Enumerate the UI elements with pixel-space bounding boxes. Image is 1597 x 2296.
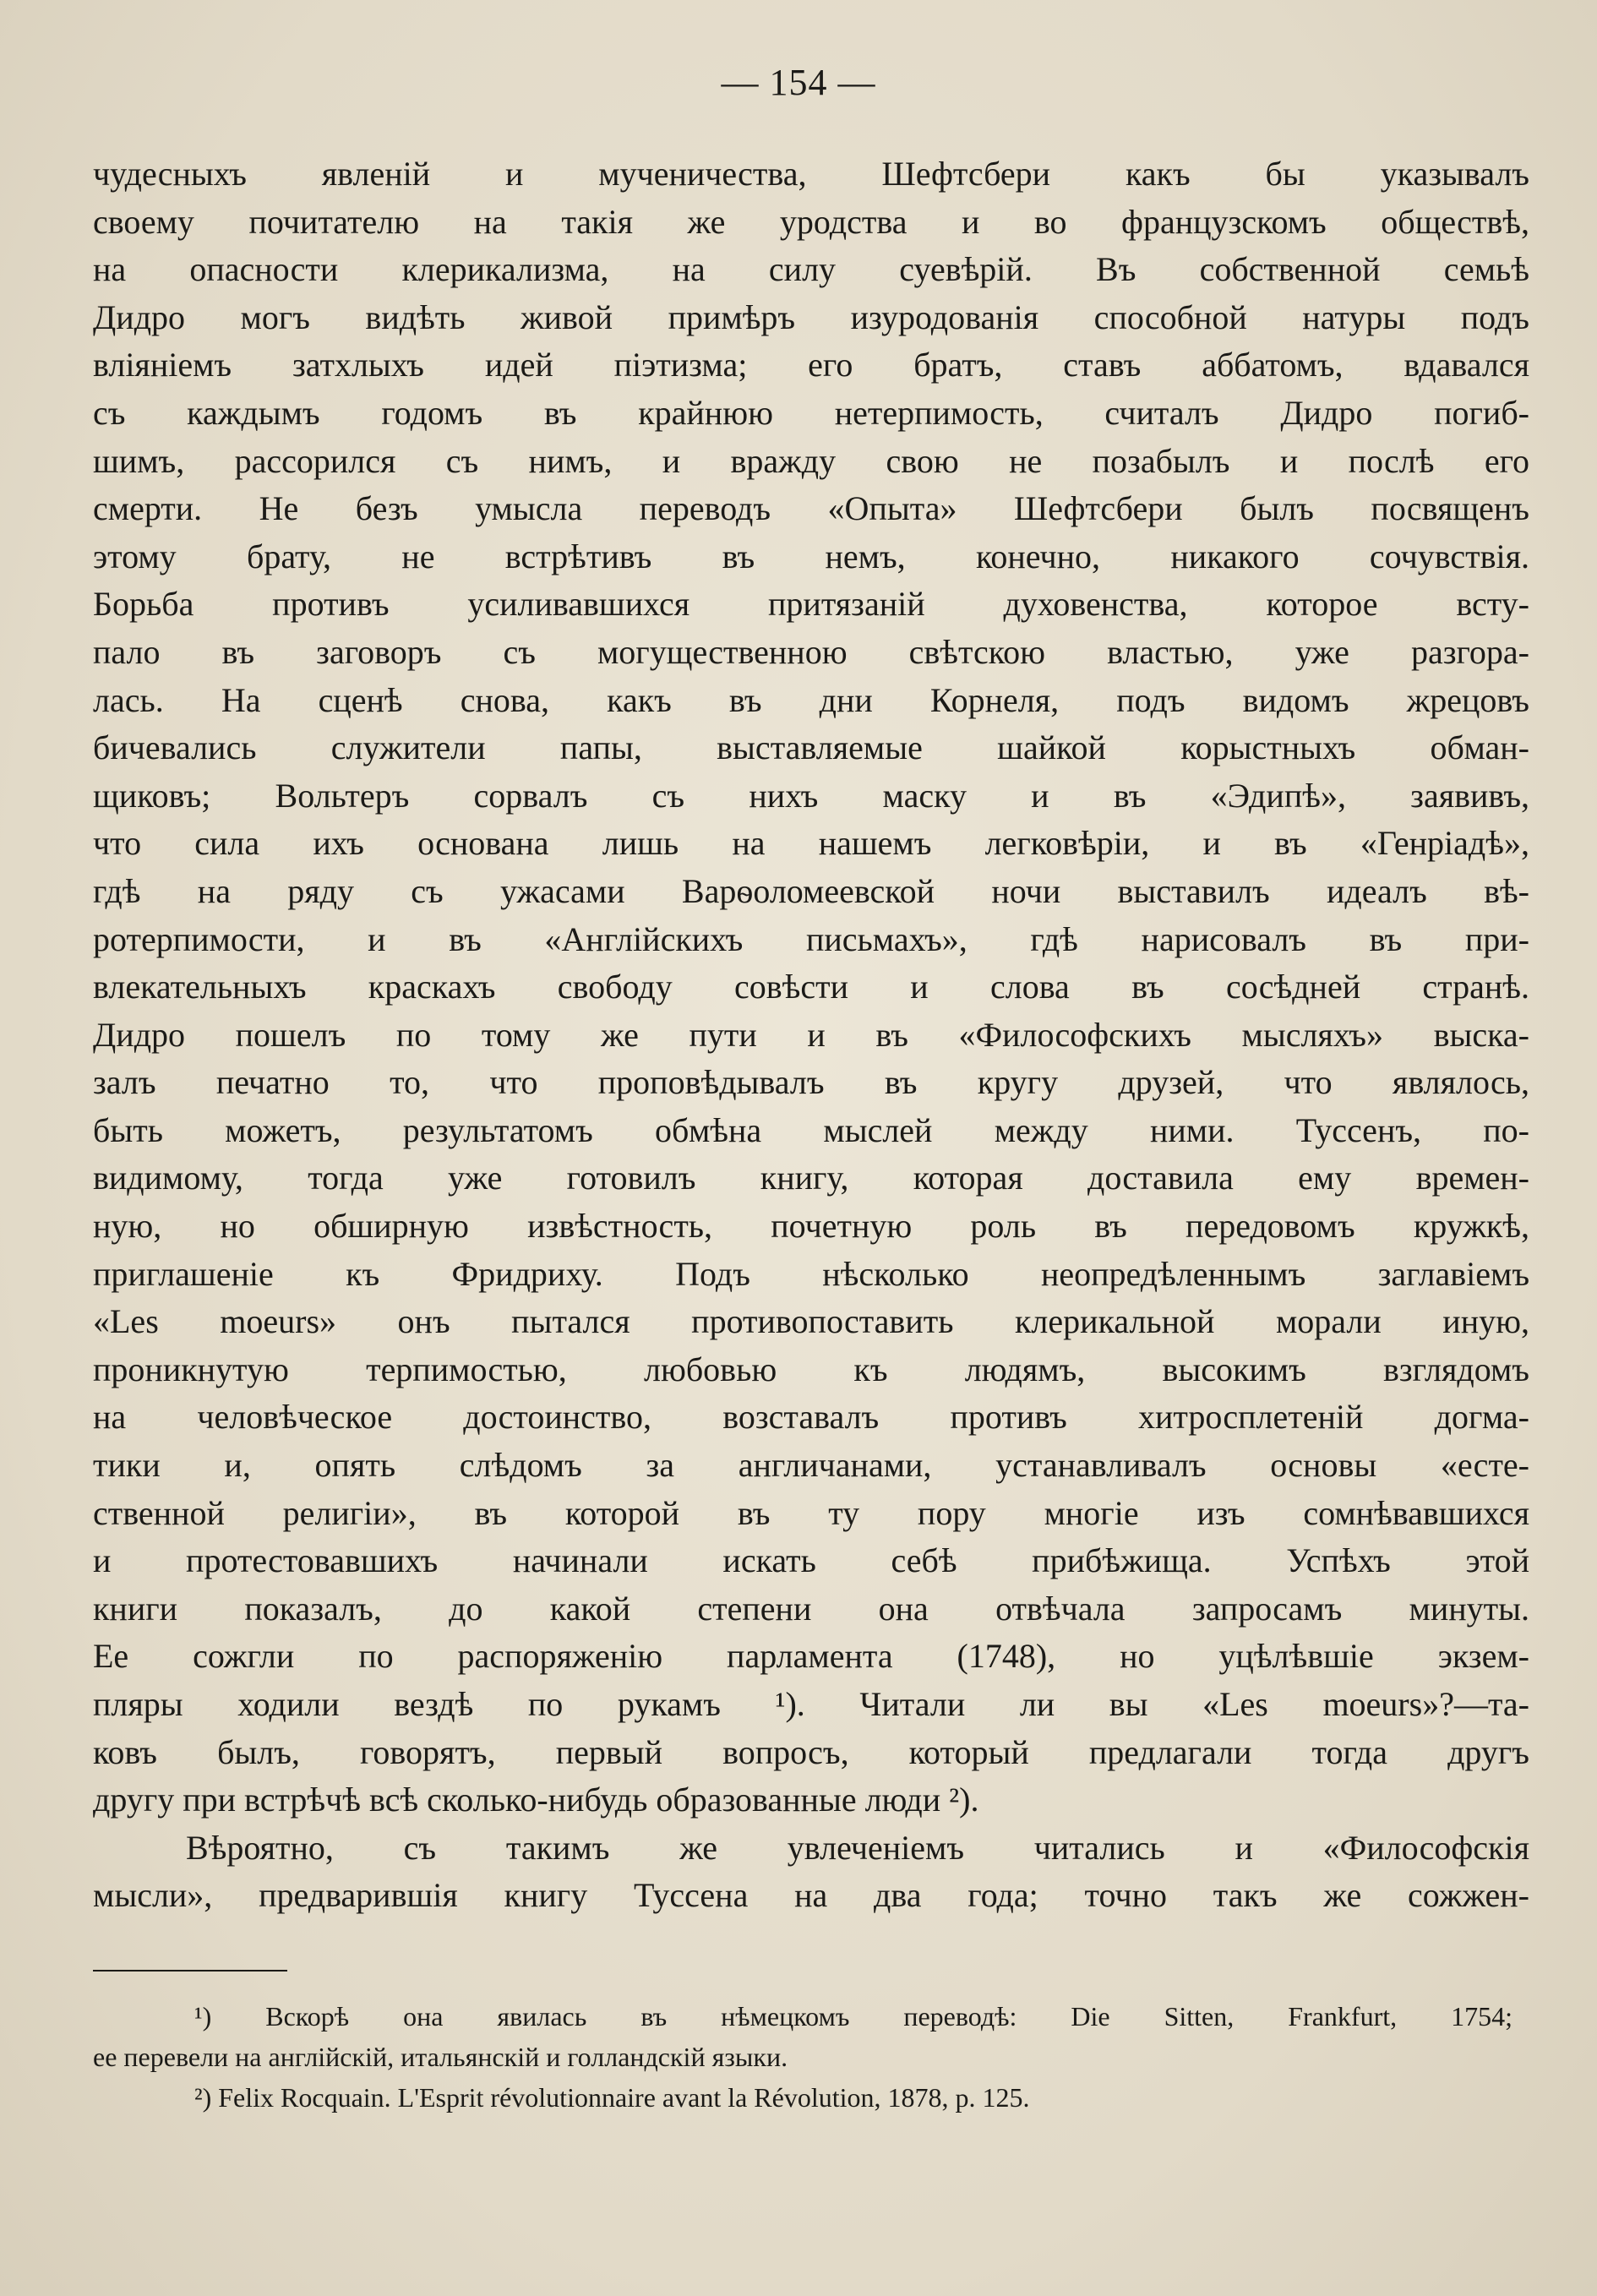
text-line: гдѣ на ряду съ ужасами Варѳоломеевской ночи выставилъ идеалъ вѣ- xyxy=(93,871,1529,910)
text-line: съ каждымъ годомъ въ крайнюю нетерпимость, считалъ Дидро погиб- xyxy=(93,393,1529,432)
footnote-2: ²) Felix Rocquain. L'Esprit révolutionnaire avant la Révolution, 1878, p. 125. xyxy=(194,2082,1030,2113)
text-line: ную, но обширную извѣстность, почетную роль въ передовомъ кружкѣ, xyxy=(93,1207,1529,1246)
text-line: мысли», предварившія книгу Туссена на два года; точно такъ же сожжен- xyxy=(93,1876,1529,1915)
text-line: книги показалъ, до какой степени она отвѣчала запросамъ минуты. xyxy=(93,1589,1529,1628)
text-line: что сила ихъ основана лишь на нашемъ легковѣріи, и въ «Генріадѣ», xyxy=(93,824,1529,863)
text-line: приглашеніе къ Фридриху. Подъ нѣсколько неопредѣленнымъ заглавіемъ xyxy=(93,1254,1529,1293)
page-number: — 154 — xyxy=(721,62,876,103)
text-line: ственной религіи», въ которой въ ту пору многіе изъ сомнѣвавшихся xyxy=(93,1493,1529,1532)
text-line: чудесныхъ явленій и мученичества, Шефтсбери какъ бы указывалъ xyxy=(93,155,1529,193)
text-line: на опасности клерикализма, на силу суевѣрій. Въ собственной семьѣ xyxy=(93,250,1529,289)
text-line: Дидро могъ видѣть живой примѣръ изуродованія способной натуры подъ xyxy=(93,297,1529,336)
text-line: на человѣческое достоинство, возставалъ противъ хитросплетеній догма- xyxy=(93,1398,1529,1437)
text-line: этому брату, не встрѣтивъ въ немъ, конечно, никакого сочувствія. xyxy=(93,537,1529,575)
text-line: Вѣроятно, съ такимъ же увлеченіемъ читались и «Философскія xyxy=(186,1828,1529,1867)
text-line: и протестовавшихъ начинали искать себѣ прибѣжища. Успѣхъ этой xyxy=(93,1541,1529,1580)
text-line: залъ печатно то, что проповѣдывалъ въ кругу друзей, что являлось, xyxy=(93,1063,1529,1102)
text-line: влекательныхъ краскахъ свободу совѣсти и слова въ сосѣдней странѣ. xyxy=(93,968,1529,1006)
text-line: «Les moeurs» онъ пытался противопоставить клерикальной морали иную, xyxy=(93,1302,1529,1341)
text-line: проникнутую терпимостью, любовью къ людямъ, высокимъ взглядомъ xyxy=(93,1350,1529,1388)
text-line: Борьба противъ усиливавшихся притязаній духовенства, которое всту- xyxy=(93,585,1529,624)
text-line: пало въ заговоръ съ могущественною свѣтскою властью, уже разгора- xyxy=(93,632,1529,671)
text-line: шимъ, рассорился съ нимъ, и вражду свою не позабылъ и послѣ его xyxy=(93,441,1529,480)
text-line: щиковъ; Вольтеръ сорвалъ съ нихъ маску и въ «Эдипѣ», заявивъ, xyxy=(93,776,1529,815)
text-line: Дидро пошелъ по тому же пути и въ «Философскихъ мысляхъ» выска- xyxy=(93,1015,1529,1054)
text-line: ковъ былъ, говорятъ, первый вопросъ, который предлагали тогда другъ xyxy=(93,1732,1529,1771)
text-line: своему почитателю на такія же уродства и во французскомъ обществѣ, xyxy=(93,202,1529,241)
text-line: пляры ходили вездѣ по рукамъ ¹). Читали ли вы «Les moeurs»?—та- xyxy=(93,1685,1529,1723)
footnote-1-line-1: ¹) Вскорѣ она явилась въ нѣмецкомъ переводѣ: Die Sitten, Frankfurt, 1754; xyxy=(194,2001,1513,2031)
main-text xyxy=(93,150,1529,1920)
text-line: тики и, опять слѣдомъ за англичанами, устанавливалъ основы «есте- xyxy=(93,1446,1529,1485)
footnote-divider xyxy=(93,1970,287,1972)
text-line: бичевались служители папы, выставляемые шайкой корыстныхъ обман- xyxy=(93,728,1529,767)
text-line: лась. На сценѣ снова, какъ въ дни Корнеля, подъ видомъ жрецовъ xyxy=(93,680,1529,719)
text-line: другу при встрѣчѣ всѣ сколько-нибудь образованные люди ²). xyxy=(93,1781,979,1819)
text-line: смерти. Не безъ умысла переводъ «Опыта» Шефтсбери былъ посвященъ xyxy=(93,489,1529,528)
text-line: быть можетъ, результатомъ обмѣна мыслей между ними. Туссенъ, по- xyxy=(93,1110,1529,1149)
text-line: видимому, тогда уже готовилъ книгу, которая доставила ему времен- xyxy=(93,1159,1529,1197)
footnotes xyxy=(93,1996,1513,2118)
text-line: ротерпимости, и въ «Англійскихъ письмахъ», гдѣ нарисовалъ въ при- xyxy=(93,919,1529,958)
text-line: вліяніемъ затхлыхъ идей піэтизма; его братъ, ставъ аббатомъ, вдавался xyxy=(93,346,1529,384)
footnote-1-line-2: ее перевели на англійскій, итальянскій и голландскій языки. xyxy=(93,2042,788,2072)
text-line: Ее сожгли по распоряженію парламента (1748), но уцѣлѣвшіе экзем- xyxy=(93,1637,1529,1676)
